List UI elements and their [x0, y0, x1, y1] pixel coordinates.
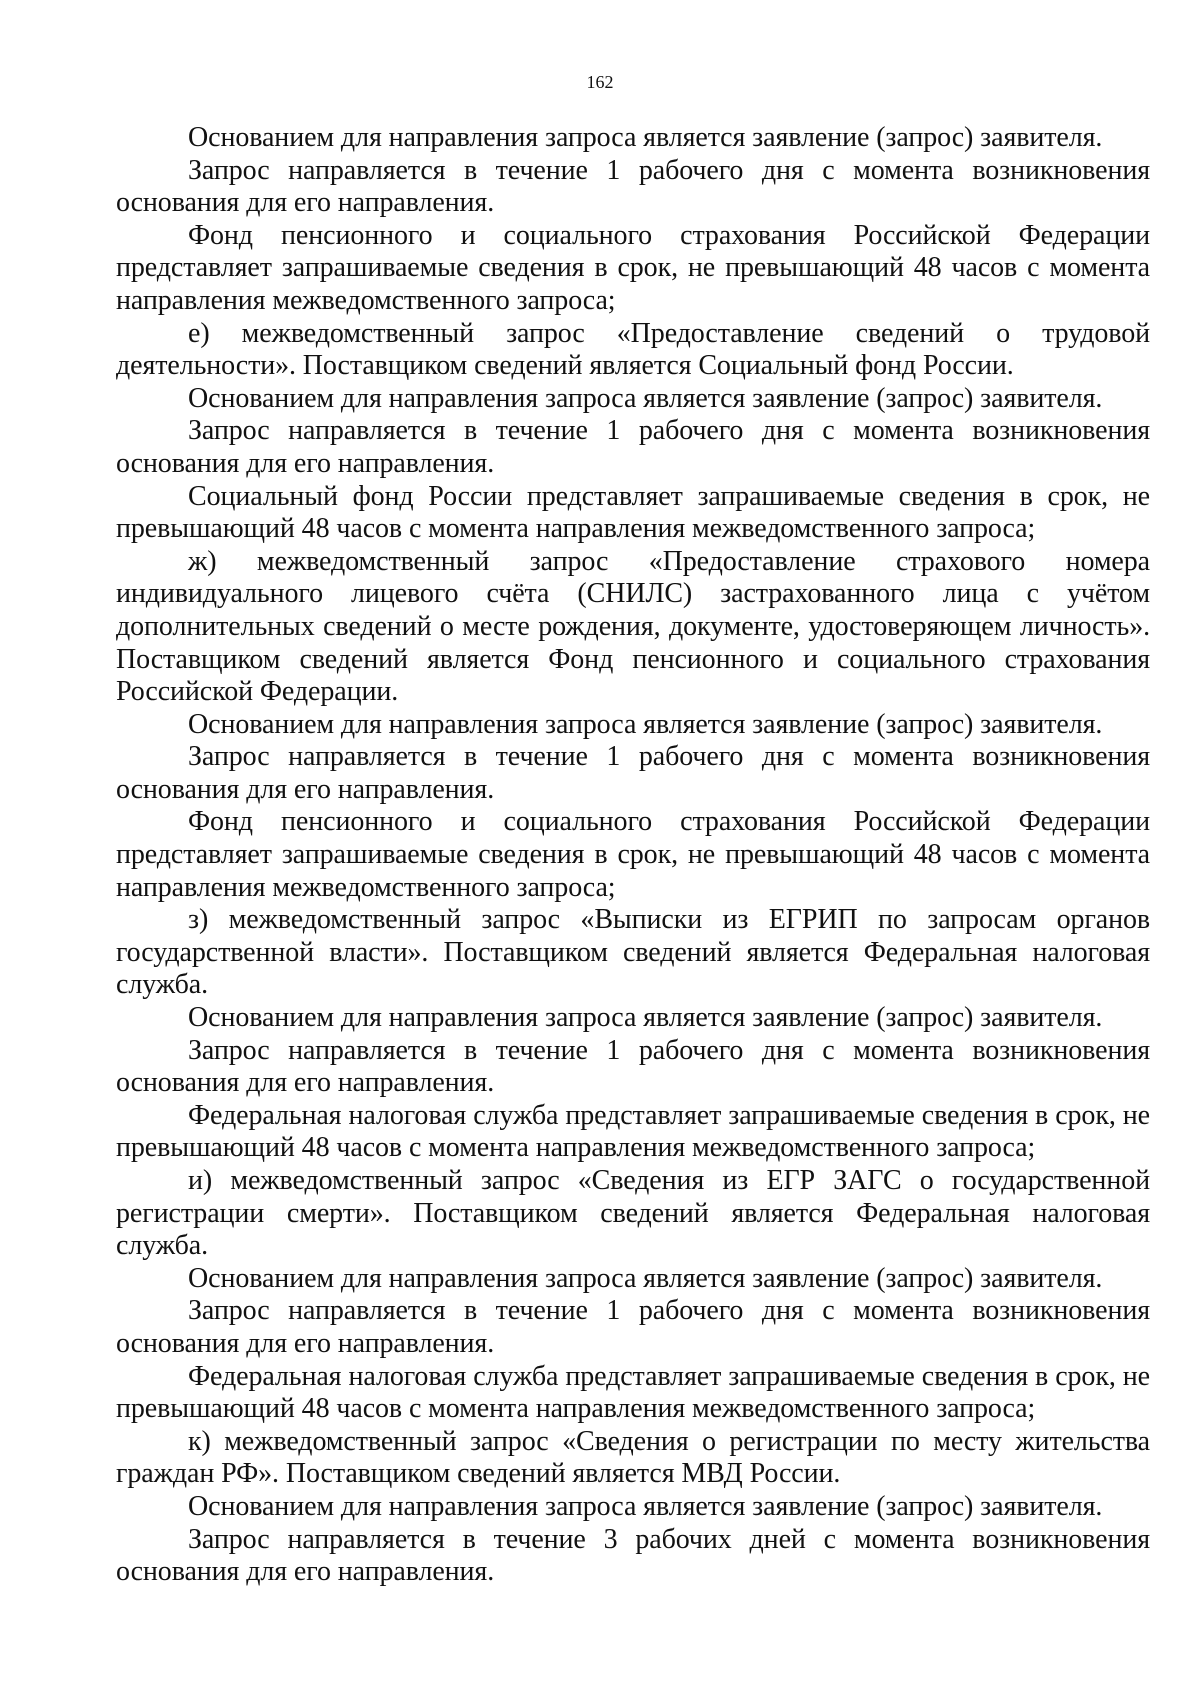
list-item-k: к) межведомственный запрос «Сведения о регистрации по месту жительства граждан РФ». Поставщиком сведений является МВД России.	[116, 1425, 1150, 1490]
paragraph: Запрос направляется в течение 1 рабочего дня с момента возникновения основания для его направления.	[116, 1034, 1150, 1099]
paragraph: Запрос направляется в течение 1 рабочего дня с момента возникновения основания для его направления.	[116, 415, 1150, 479]
list-item-zh: ж) межведомственный запрос «Предоставление страхового номера индивидуального лицевого счёта (СНИЛС) застрахованного лица с учётом дополнительных сведений о месте рождения, документе, удостоверяющем личность». Поставщиком сведений является Фонд пенсионного и социального страхования Российской Федерации.	[116, 545, 1150, 708]
paragraph: Фонд пенсионного и социального страхования Российской Федерации представляет запрашиваемые сведения в срок, не превышающий 48 часов с момента направления межведомственного запроса;	[116, 219, 1150, 316]
document-body	[116, 122, 1150, 1589]
paragraph: Фонд пенсионного и социального страхования Российской Федерации представляет запрашиваемые сведения в срок, не превышающий 48 часов с момента направления межведомственного запроса;	[116, 806, 1150, 903]
paragraph: Социальный фонд России представляет запрашиваемые сведения в срок, не превышающий 48 часов с момента направления межведомственного запроса;	[116, 480, 1150, 545]
paragraph: Федеральная налоговая служба представляет запрашиваемые сведения в срок, не превышающий 48 часов с момента направления межведомственного запроса;	[116, 1099, 1150, 1164]
paragraph: Запрос направляется в течение 1 рабочего дня с момента возникновения основания для его направления.	[116, 154, 1150, 219]
paragraph: Основанием для направления запроса является заявление (запрос) заявителя.	[188, 1002, 1103, 1034]
list-item-e: е) межведомственный запрос «Предоставление сведений о трудовой деятельности». Поставщиком сведений является Социальный фонд России.	[116, 317, 1150, 382]
paragraph: Основанием для направления запроса является заявление (запрос) заявителя.	[188, 122, 1103, 153]
paragraph: Основанием для направления запроса является заявление (запрос) заявителя.	[188, 1490, 1103, 1522]
paragraph: Запрос направляется в течение 1 рабочего дня с момента возникновения основания для его направления.	[116, 741, 1150, 805]
paragraph: Основанием для направления запроса является заявление (запрос) заявителя.	[188, 382, 1103, 414]
paragraph: Федеральная налоговая служба представляет запрашиваемые сведения в срок, не превышающий 48 часов с момента направления межведомственного запроса;	[116, 1360, 1150, 1425]
page-number: 162	[586, 72, 614, 92]
paragraph: Основанием для направления запроса является заявление (запрос) заявителя.	[188, 1262, 1103, 1294]
list-item-i: и) межведомственный запрос «Сведения из ЕГР ЗАГС о государственной регистрации смерти». Поставщиком сведений является Федеральная налоговая служба.	[116, 1165, 1150, 1262]
list-item-z: з) межведомственный запрос «Выписки из ЕГРИП по запросам органов государственной власти». Поставщиком сведений является Федеральная налоговая служба.	[116, 904, 1150, 1001]
paragraph: Основанием для направления запроса является заявление (запрос) заявителя.	[188, 708, 1103, 740]
paragraph: Запрос направляется в течение 3 рабочих дней с момента возникновения основания для его направления.	[116, 1523, 1150, 1588]
paragraph: Запрос направляется в течение 1 рабочего дня с момента возникновения основания для его направления.	[116, 1295, 1150, 1359]
